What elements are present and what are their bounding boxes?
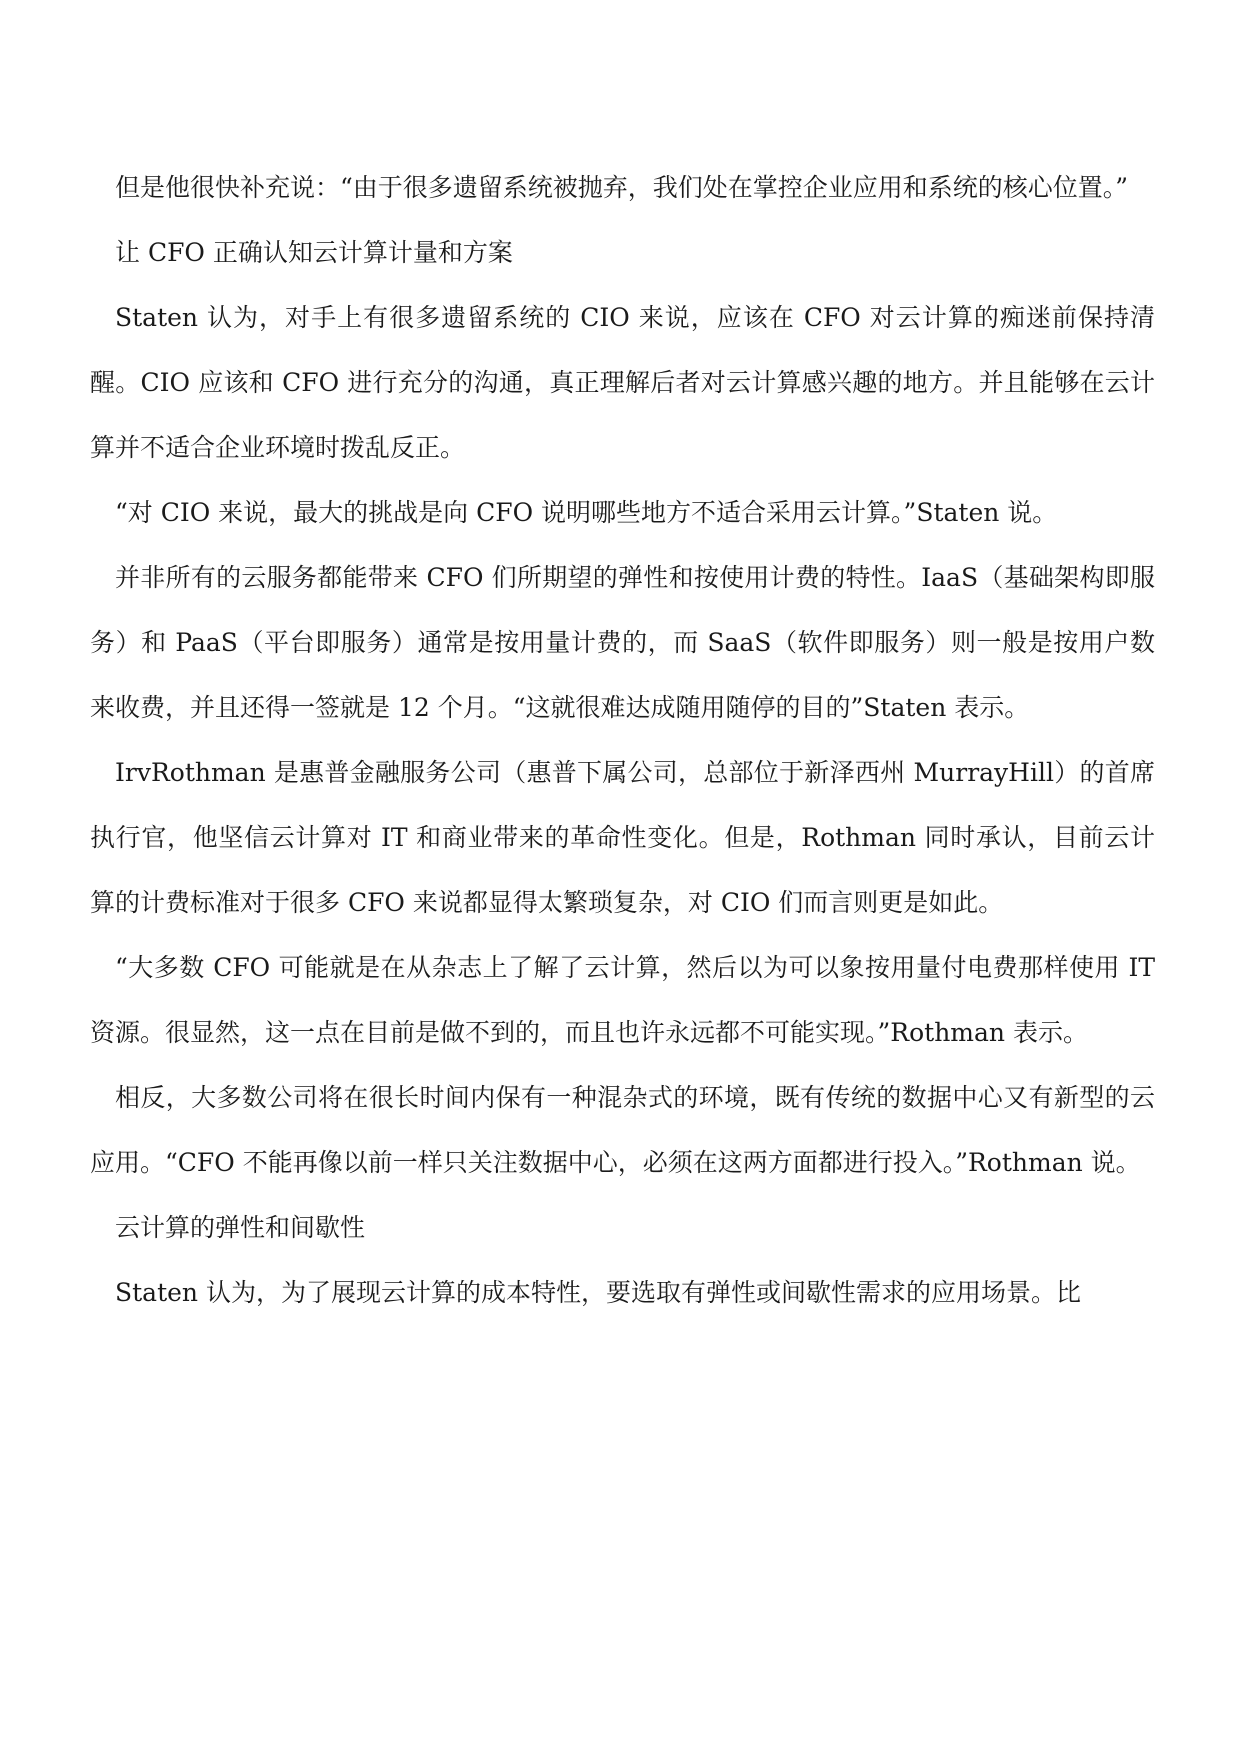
paragraph-elastic-scenarios: Staten 认为，为了展现云计算的成本特性，要选取有弹性或间歇性需求的应用场景。比 [115, 1278, 1081, 1307]
paragraph-hybrid-environment: 相反，大多数公司将在很长时间内保有一种混杂式的环境，既有传统的数据中心又有新型的云应用。“CFO 不能再像以前一样只关注数据中心，必须在这两方面都进行投入。”Rothman 说。 [90, 1083, 1155, 1177]
section-heading-elasticity: 云计算的弹性和间歇性 [115, 1213, 366, 1242]
paragraph-billing-models: 并非所有的云服务都能带来 CFO 们所期望的弹性和按使用计费的特性。IaaS（基础架构即服务）和 PaaS（平台即服务）通常是按用量计费的，而 SaaS（软件即服务）则一般是按用户数来收费，并且还得一签就是 12 个月。“这就很难达成随用随停的目的”Staten 表示。 [90, 563, 1155, 722]
paragraph-rothman-intro: IrvRothman 是惠普金融服务公司（惠普下属公司，总部位于新泽西州 MurrayHill）的首席执行官，他坚信云计算对 IT 和商业带来的革命性变化。但是，Rothman 同时承认，目前云计算的计费标准对于很多 CFO 来说都显得太繁琐复杂，对 CIO 们而言则更是如此。 [90, 758, 1155, 917]
paragraph-rothman-quote: “大多数 CFO 可能就是在从杂志上了解了云计算，然后以为可以象按用量付电费那样使用 IT 资源。很显然，这一点在目前是做不到的，而且也许永远都不可能实现。”Rothman 表示。 [90, 953, 1155, 1047]
section-heading-cfo-understanding: 让 CFO 正确认知云计算计量和方案 [115, 238, 513, 267]
body-text [90, 155, 1155, 1325]
paragraph-staten-cio-advice: Staten 认为，对手上有很多遗留系统的 CIO 来说，应该在 CFO 对云计算的痴迷前保持清醒。CIO 应该和 CFO 进行充分的沟通，真正理解后者对云计算感兴趣的地方。并且能够在云计算并不适合企业环境时拨乱反正。 [90, 303, 1155, 462]
paragraph-quote-core-position: 但是他很快补充说：“由于很多遗留系统被抛弃，我们处在掌控企业应用和系统的核心位置。” [115, 173, 1129, 202]
paragraph-cio-challenge-quote: “对 CIO 来说，最大的挑战是向 CFO 说明哪些地方不适合采用云计算。”Staten 说。 [115, 498, 1058, 527]
